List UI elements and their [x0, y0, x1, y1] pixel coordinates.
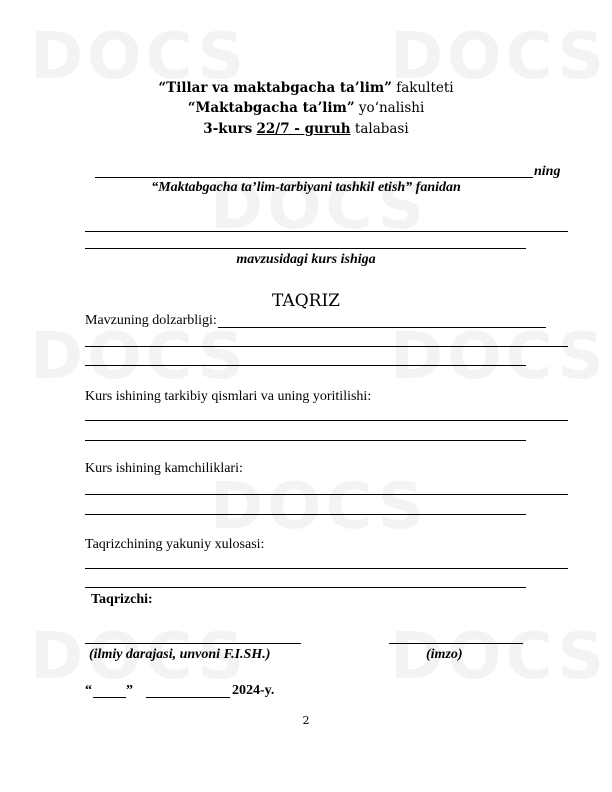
- document-title: TAQRIZ: [272, 291, 340, 311]
- structure-label: Kurs ishining tarkibiy qismlari va uning yoritilishi:: [85, 389, 372, 404]
- conclusion-label: Taqrizchining yakuniy xulosasi:: [85, 537, 265, 552]
- structure-line-2: [85, 440, 526, 441]
- watermark: [30, 320, 248, 394]
- group-label: 22/7 - guruh: [256, 121, 351, 137]
- relevance-line-2: [85, 346, 568, 347]
- topic-line-2: [85, 248, 526, 249]
- shortcomings-line-1: [85, 494, 568, 495]
- watermark: [210, 470, 428, 544]
- relevance-label: Mavzuning dolzarbligi:: [85, 313, 217, 328]
- reviewer-label: Taqrizchi:: [91, 592, 153, 607]
- ning-suffix: ning: [534, 164, 561, 179]
- direction-suffix: yo‘nalishi: [358, 100, 425, 116]
- structure-line-1: [85, 420, 568, 421]
- shortcomings-line-2: [85, 514, 526, 515]
- reviewer-name-line: [85, 643, 301, 644]
- student-suffix: talabasi: [354, 121, 409, 137]
- direction-line: [0, 100, 612, 116]
- topic-label: mavzusidagi kurs ishiga: [236, 252, 376, 267]
- date-open-quote: “: [85, 683, 92, 698]
- date-close-quote: ”: [126, 683, 133, 698]
- shortcomings-label: Kurs ishining kamchiliklari:: [85, 461, 243, 476]
- conclusion-line-1: [85, 568, 568, 569]
- relevance-line-1: [218, 327, 546, 328]
- faculty-suffix: fakulteti: [396, 80, 454, 96]
- subject-line: “Maktabgacha ta’lim-tarbiyani tashkil etish” fanidan: [151, 180, 461, 195]
- course-label: 3-kurs: [203, 121, 253, 137]
- degree-caption: (ilmiy darajasi, unvoni F.I.SH.): [89, 647, 271, 662]
- signature-line: [389, 643, 523, 644]
- watermark: [390, 620, 608, 694]
- faculty-name: “Tillar va maktabgacha ta’lim”: [158, 80, 392, 96]
- student-name-line: [95, 177, 533, 178]
- signature-caption: (imzo): [426, 647, 463, 662]
- faculty-line: [0, 80, 612, 96]
- direction-name: “Maktabgacha ta’lim”: [187, 100, 355, 116]
- watermark: [390, 320, 608, 394]
- student-line: [0, 121, 612, 137]
- page-number: 2: [302, 714, 310, 727]
- topic-line-1: [85, 231, 568, 232]
- relevance-line-3: [85, 365, 526, 366]
- date-day-line: [93, 697, 126, 698]
- conclusion-line-2: [85, 587, 526, 588]
- date-month-line: [146, 697, 230, 698]
- date-year: 2024-y.: [232, 683, 275, 698]
